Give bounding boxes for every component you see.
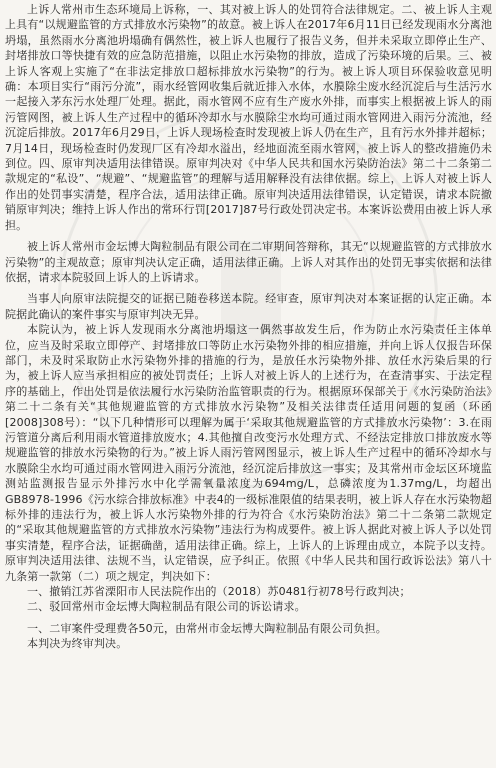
verdict-item-2: 二、驳回常州市金坛博大陶粒制品有限公司的诉讼请求。: [27, 600, 306, 614]
evidence-paragraph: 当事人向原审法院提交的证据已随卷移送本院。经审查，原审判决对本案证据的认定正确。本院据此确认的案件事实与原审判决无异。: [5, 292, 492, 321]
appellant-claim-paragraph: 上诉人常州市生态环境局上诉称，一、其对被上诉人的处罚符合法律规定。二、被上诉人主观上具有“以规避监管的方式排放水污染物”的故意。被上诉人在2017年6月11日已经发现雨水分离池坍塌，虽然雨水分离池坍塌确有偶然性，被上诉人也履行了报告义务，但并未采取立即停止生产、封堵排放口等快捷有效的应急防范措施，以阻止水污染物的排放，造成了污染环境的后果。三、被上诉人客观上实施了“在非法定排放口超标排放水污染物”的行为。被上诉人项目环保验收意见明确：本项目实行“雨污分流”，雨水经管网收集后就近排入水体，水膜除尘废水经沉淀后与生活污水一起接入茅东污水处理厂处理。据此，雨水管网不应有生产废水外排，而事实上根据被上诉人的雨污管网图，被上诉人生产过程中的循环冷却水与水膜除尘水均可通过雨水管网进入雨污分流池，经沉淀后排放。2017年6月29日，上诉人现场检查时发现被上诉人仍在生产，且有污水外排并超标；7月14日，现场检查时仍发现厂区有冷却水溢出，经地面流至雨水管网，被上诉人的整改措施仍未到位。四、原审判决适用法律错误。原审判决对《中华人民共和国水污染防治法》第二十二条第二款规定的“私设”、“规避”、“规避监管”的理解与适用解释没有法律依据。综上，上诉人对被上诉人作出的处罚事实清楚，程序合法，适用法律正确。原审判决适用法律错误，认定错误，请求本院撤销原审判决；维持上诉人作出的常环行罚[2017]87号行政处罚决定书。本案诉讼费用由被上诉人承担。: [5, 3, 492, 232]
appellee-defense-paragraph: 被上诉人常州市金坛博大陶粒制品有限公司在二审期间答辩称，其无“以规避监管的方式排放水污染物”的主观故意；原审判决认定正确，适用法律正确。上诉人对其作出的处罚无事实依据和法律依据，请求本院驳回上诉人的上诉请求。: [5, 240, 492, 284]
judgment-text: [5, 2, 492, 652]
court-reasoning-paragraph: 本院认为，被上诉人发现雨水分离池坍塌这一偶然事故发生后，作为防止水污染责任主体单位，应当及时采取立即停产、封堵排放口等防止水污染物外排的相应措施，并向上诉人仅报告环保部门，未及时采取防止水污染物外排的措施的行为，是放任水污染物外排、放任水污染后果的行为，被上诉人应当承担相应的被处罚责任；上诉人对被上诉人的上述行为，在查清事实、于法定程序的基础上，作出处罚是依法履行水污染防治监管职责的行为。根据原环保部关于《水污染防治法》第二十二条有关“其他规避监管的方式排放水污染物”及相关法律责任适用问题的复函（环函[2008]308号）：“以下几种情形可以理解为属于‘采取其他规避监管的方式排放水污染物’：3.在雨污管道分离后利用雨水管道排放废水；4.其他擅自改变污水处理方式、不经法定排放口排放废水等规避监管的排放水污染物的行为。”被上诉人雨污管网图显示，被上诉人生产过程中的循环冷却水与水膜除尘水均可通过雨水管网进入雨污分流池，经沉淀后排放这一事实；及其常州市金坛区环境监测站监测报告显示外排污水中化学需氧量浓度为694mg/L，总磷浓度为1.37mg/L，均超出GB8978-1996《污水综合排放标准》中表4的一级标准限值的结果表明，被上诉人存在水污染物超标外排的违法行为，被上诉人水污染物外排的行为符合《水污染防治法》第二十二条第二款规定的“采取其他规避监管的方式排放水污染物”违法行为构成要件。被上诉人据此对被上诉人予以处罚事实清楚，程序合法，证据确凿，适用法律正确。综上，上诉人的上诉理由成立，本院予以支持。原审判决适用法律、法规不当，认定错误，应予纠正。依照《中华人民共和国行政诉讼法》第八十九条第一款第（二）项之规定，判决如下：: [5, 323, 492, 583]
final-judgment-statement: 本判决为终审判决。: [27, 637, 128, 651]
court-fee-paragraph: 一、二审案件受理费各50元，由常州市金坛博大陶粒制品有限公司负担。: [27, 621, 387, 635]
verdict-item-1: 一、撤销江苏省溧阳市人民法院作出的（2018）苏0481行初78号行政判决；: [27, 585, 411, 599]
